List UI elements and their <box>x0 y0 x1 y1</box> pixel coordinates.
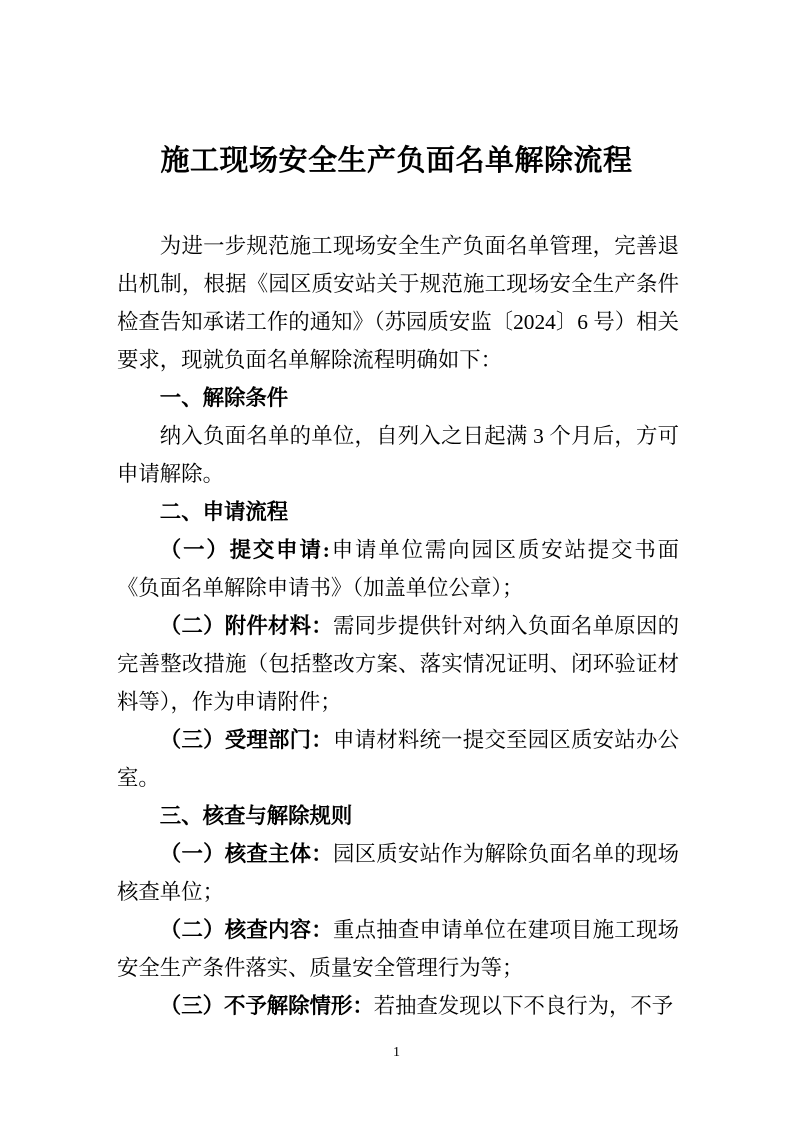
intro-paragraph: 为进一步规范施工现场安全生产负面名单管理，完善退出机制，根据《园区质安站关于规范施工现场安全生产条件检查告知承诺工作的通知》（苏园质安监〔2024〕6 号）相关要求，现就负面名单解除流程明确如下： <box>117 234 679 372</box>
paragraph-text: 纳入负面名单的单位，自列入之日起满 3 个月后，方可申请解除。 <box>117 424 679 486</box>
section-2-paragraph-1 <box>117 531 679 607</box>
item-text: 若抽查发现以下不良行为，不予 <box>373 994 674 1018</box>
item-text: 需同步提供针对纳入负面名单原因的完善整改措施（包括整改方案、落实情况证明、闭环验证材料等），作为申请附件； <box>117 614 679 714</box>
section-1-heading: 一、解除条件 <box>159 386 289 410</box>
item-text: 申请材料统一提交至园区质安站办公室。 <box>117 728 679 790</box>
section-1-paragraph-1 <box>117 417 679 493</box>
section-3-heading: 三、核查与解除规则 <box>159 804 353 828</box>
section-2-paragraph-3 <box>117 721 679 797</box>
item-text: 重点抽查申请单位在建项目施工现场安全生产条件落实、质量安全管理行为等； <box>117 918 679 980</box>
page-number: 1 <box>393 1045 400 1060</box>
document-body <box>117 227 679 1025</box>
document-title: 施工现场安全生产负面名单解除流程 <box>160 145 633 177</box>
item-label: （一）提交申请: <box>159 538 330 562</box>
section-3-paragraph-1 <box>117 835 679 911</box>
item-label: （二）附件材料： <box>159 614 333 638</box>
item-label: （二）核查内容： <box>159 918 333 942</box>
section-3-paragraph-3 <box>117 987 679 1025</box>
item-label: （一）核查主体： <box>159 842 333 866</box>
section-2-heading: 二、申请流程 <box>159 500 289 524</box>
section-2-paragraph-2 <box>117 607 679 721</box>
item-text: 园区质安站作为解除负面名单的现场核查单位； <box>117 842 679 904</box>
section-3-paragraph-2 <box>117 911 679 987</box>
item-label: （三）受理部门： <box>159 728 333 752</box>
item-text: 申请单位需向园区质安站提交书面《负面名单解除申请书》（加盖单位公章）； <box>117 538 679 600</box>
item-label: （三）不予解除情形： <box>159 994 374 1018</box>
